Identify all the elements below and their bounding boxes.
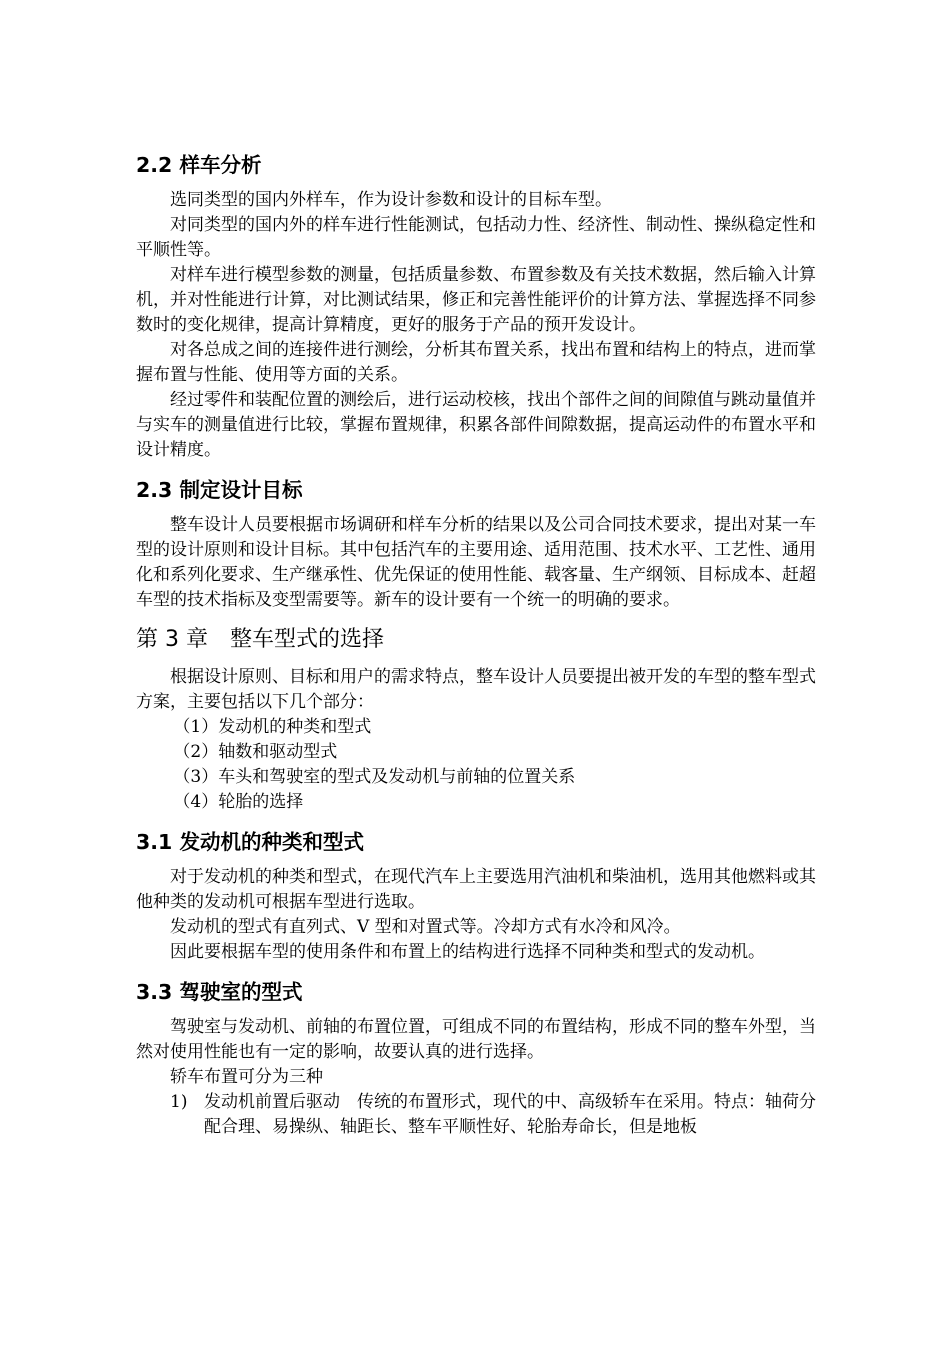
paragraph: 驾驶室与发动机、前轴的布置位置，可组成不同的布置结构，形成不同的整车外型，当然对使用性能也有一定的影响，故要认真的进行选择。 bbox=[136, 1017, 816, 1062]
list-item: （1）发动机的种类和型式 bbox=[173, 717, 372, 737]
list-item: （4）轮胎的选择 bbox=[173, 792, 304, 812]
chapter-title: 整车型式的选择 bbox=[229, 627, 384, 652]
paragraph: 轿车布置可分为三种 bbox=[170, 1067, 323, 1087]
paragraph: 对各总成之间的连接件进行测绘，分析其布置关系，找出布置和结构上的特点，进而掌握布置与性能、使用等方面的关系。 bbox=[136, 340, 816, 385]
chapter-heading-3 bbox=[136, 623, 816, 657]
list-item: （3）车头和驾驶室的型式及发动机与前轴的位置关系 bbox=[173, 767, 576, 787]
list-item bbox=[170, 1090, 816, 1140]
paragraph: 对同类型的国内外的样车进行性能测试，包括动力性、经济性、制动性、操纵稳定性和平顺性等。 bbox=[136, 215, 816, 260]
section-heading-2-3: 2.3 制定设计目标 bbox=[136, 478, 303, 502]
chapter-number: 第 3 章 bbox=[136, 627, 208, 652]
paragraph: 发动机的型式有直列式、V 型和对置式等。冷却方式有水冷和风冷。 bbox=[170, 917, 681, 937]
paragraph: 对样车进行模型参数的测量，包括质量参数、布置参数及有关技术数据，然后输入计算机，并对性能进行计算，对比测试结果，修正和完善性能评价的计算方法、掌握选择不同参数时的变化规律，提高计算精度，更好的服务于产品的预开发设计。 bbox=[136, 265, 816, 335]
paragraph: 对于发动机的种类和型式，在现代汽车上主要选用汽油机和柴油机，选用其他燃料或其他种类的发动机可根据车型进行选取。 bbox=[136, 867, 816, 912]
paragraph: 根据设计原则、目标和用户的需求特点，整车设计人员要提出被开发的车型的整车型式方案，主要包括以下几个部分： bbox=[136, 667, 816, 712]
list-item: （2）轴数和驱动型式 bbox=[173, 742, 338, 762]
paragraph: 经过零件和装配位置的测绘后，进行运动校核，找出个部件之间的间隙值与跳动量值并与实车的测量值进行比较，掌握布置规律，积累各部件间隙数据，提高运动件的布置水平和设计精度。 bbox=[136, 390, 816, 460]
document-page bbox=[136, 150, 816, 1140]
chapter-3-item-list bbox=[136, 715, 816, 815]
list-item-text: 发动机前置后驱动 传统的布置形式，现代的中、高级轿车在采用。特点：轴荷分配合理、易操纵、轴距长、整车平顺性好、轮胎寿命长，但是地板 bbox=[204, 1092, 816, 1137]
section-heading-3-1: 3.1 发动机的种类和型式 bbox=[136, 830, 364, 854]
section-heading-2-2: 2.2 样车分析 bbox=[136, 153, 262, 177]
paragraph: 整车设计人员要根据市场调研和样车分析的结果以及公司合同技术要求，提出对某一车型的设计原则和设计目标。其中包括汽车的主要用途、适用范围、技术水平、工艺性、通用化和系列化要求、生产继承性、优先保证的使用性能、载客量、生产纲领、目标成本、赶超车型的技术指标及变型需要等。新车的设计要有一个统一的明确的要求。 bbox=[136, 515, 816, 610]
paragraph: 因此要根据车型的使用条件和布置上的结构进行选择不同种类和型式的发动机。 bbox=[170, 942, 765, 962]
layout-type-list bbox=[136, 1090, 816, 1140]
list-item-number: 1) bbox=[170, 1092, 188, 1112]
paragraph: 选同类型的国内外样车，作为设计参数和设计的目标车型。 bbox=[170, 190, 612, 210]
section-heading-3-3: 3.3 驾驶室的型式 bbox=[136, 980, 303, 1004]
